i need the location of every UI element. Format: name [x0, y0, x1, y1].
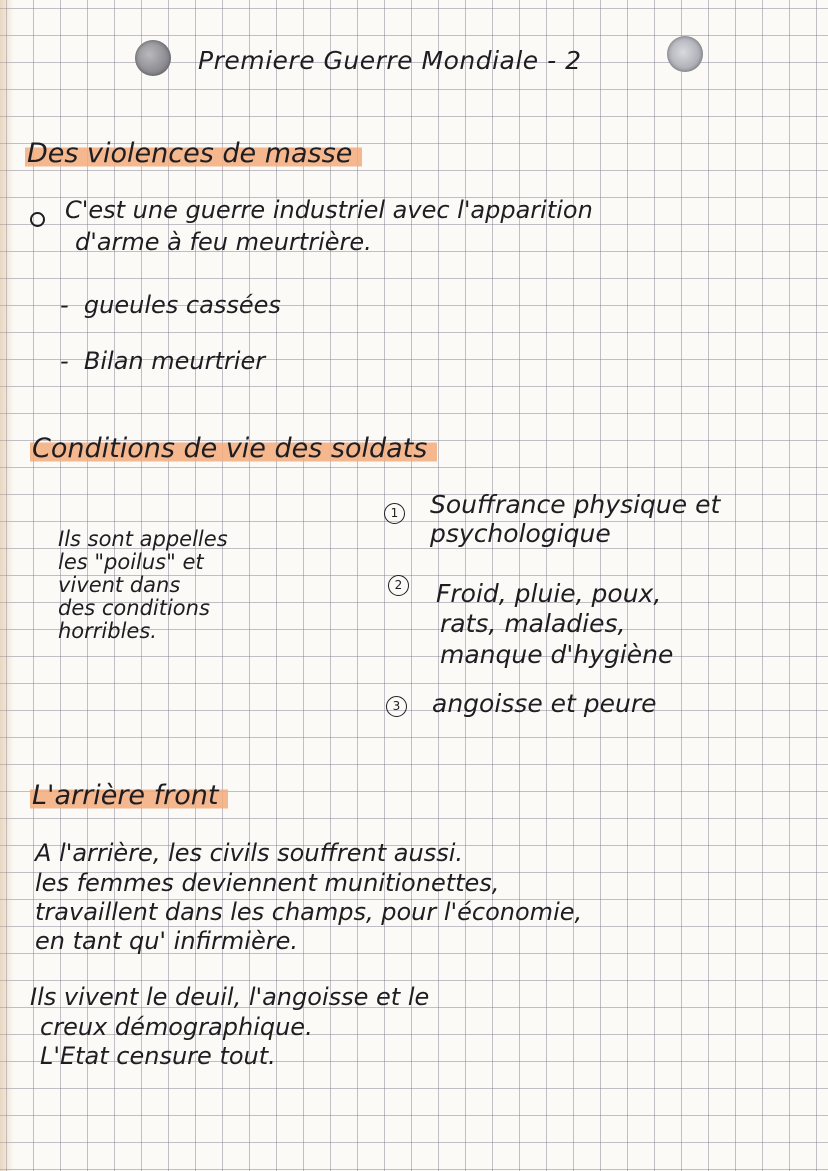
number-circle-3: 3	[386, 696, 407, 717]
arriere-para2-line-3: L'Etat censure tout.	[40, 1042, 276, 1070]
numbered-1-line-2: psychologique	[430, 519, 611, 548]
violences-line-2: d'arme à feu meurtrière.	[75, 228, 372, 256]
punch-hole-icon	[667, 36, 703, 72]
conditions-left-line-3: vivent dans	[58, 573, 181, 597]
section-heading-arriere	[30, 780, 228, 811]
arriere-para1-line-1: A l'arrière, les civils souffrent aussi.	[35, 839, 464, 867]
conditions-left-line-1: Ils sont appelles	[58, 527, 228, 551]
violences-line-1: C'est une guerre industriel avec l'apparition	[65, 196, 593, 224]
dash-item-text: Bilan meurtrier	[83, 347, 266, 375]
heading-text: Conditions de vie des soldats	[30, 433, 437, 464]
conditions-left-line-5: horribles.	[58, 619, 157, 643]
number-circle-1: 1	[384, 503, 405, 524]
arriere-para1-line-2: les femmes deviennent munitionettes,	[35, 869, 500, 897]
arriere-para1-line-3: travaillent dans les champs, pour l'économie,	[35, 898, 583, 926]
numbered-3-line-1: angoisse et peure	[432, 689, 657, 718]
conditions-left-line-4: des conditions	[58, 596, 210, 620]
arriere-para2-line-1: Ils vivent le deuil, l'angoisse et le	[30, 983, 430, 1011]
heading-text: Des violences de masse	[25, 138, 362, 169]
number-circle-2: 2	[388, 575, 409, 596]
page-title: Premiere Guerre Mondiale - 2	[198, 46, 582, 75]
section-heading-violences	[25, 138, 362, 169]
bullet-dot-icon	[30, 212, 45, 227]
numbered-2-line-2: rats, maladies,	[440, 609, 626, 638]
heading-text: L'arrière front	[30, 780, 228, 811]
numbered-1-line-1: Souffrance physique et	[430, 490, 721, 519]
dash-item-text: gueules cassées	[83, 291, 281, 319]
dash-mark: -	[60, 291, 84, 319]
dash-item-1	[60, 292, 281, 319]
arriere-para2-line-2: creux démographique.	[40, 1013, 313, 1041]
dash-item-2	[60, 348, 265, 375]
numbered-2-line-3: manque d'hygiène	[440, 640, 674, 669]
page-edge-shadow	[0, 0, 14, 1171]
section-heading-conditions	[30, 433, 437, 464]
arriere-para1-line-4: en tant qu' infirmière.	[35, 927, 298, 955]
conditions-left-line-2: les "poilus" et	[58, 550, 204, 574]
punch-hole-icon	[135, 40, 171, 76]
numbered-2-line-1: Froid, pluie, poux,	[436, 579, 662, 608]
dash-mark: -	[60, 347, 84, 375]
